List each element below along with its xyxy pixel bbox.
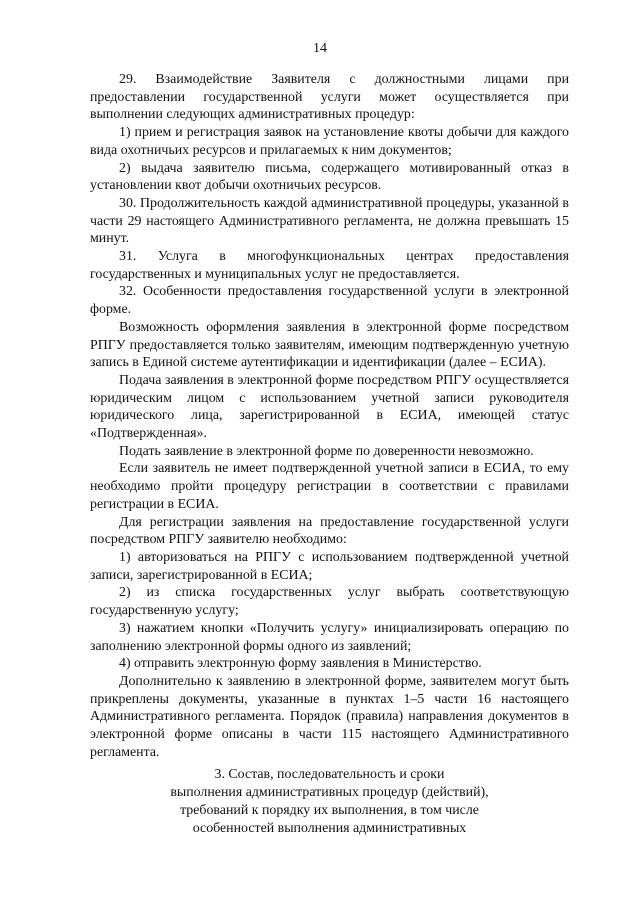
paragraph-step-1: 1) авторизоваться на РПГУ с использованием подтвержденной учетной записи, зарегистрированной в ЕСИА; [90,549,569,583]
section-heading-line: выполнения административных процедур (действий), [170,785,489,800]
paragraph-31: 31. Услуга в многофункциональных центрах предоставления государственных и муниципальных услуг не предоставляется. [90,249,569,282]
section-heading-line: особенностей выполнения административных [192,821,467,836]
paragraph-no-proxy: Подать заявление в электронной форме по доверенности невозможно. [119,443,534,459]
paragraph-step-4: 4) отправить электронную форму заявления в Министерство. [119,656,482,672]
paragraph-esia-requirement: Возможность оформления заявления в электронной форме посредством РПГУ предоставляется только заявителям, имеющим подтвержденную учетную запись в Единой системе аутентификации и идентификации (далее – ЕСИА). [90,319,569,371]
paragraph-attachments: Дополнительно к заявлению в электронной форме, заявителем могут быть прикреплены документы, указанные в пунктах 1–5 части 16 настоящего Административного регламента. Порядок (правила) направления документов в электронной форме описаны в части 115 настоящего Административного регламента. [90,673,569,760]
paragraph-32: 32. Особенности предоставления государственной услуги в электронной форме. [90,284,569,318]
section-heading-line: требований к порядку их выполнения, в том числе [180,803,479,818]
paragraph-29-item-1: 1) прием и регистрация заявок на установление квоты добычи для каждого вида охотничьих ресурсов и прилагаемых к ним документов; [90,125,569,158]
paragraph-registration: Если заявитель не имеет подтвержденной учетной записи в ЕСИА, то ему необходимо пройти процедуру регистрации в соответствии с правилами регистрации в ЕСИА. [90,461,569,512]
paragraph-step-3: 3) нажатием кнопки «Получить услугу» инициализировать операцию по заполнению электронной формы одного из заявлений; [90,620,569,654]
paragraph-steps-intro: Для регистрации заявления на предоставление государственной услуги посредством РПГУ заявителю необходимо: [90,514,569,548]
section-heading [90,766,569,838]
page-number: 14 [313,41,327,56]
paragraph-29: 29. Взаимодействие Заявителя с должностными лицами при предоставлении государственной услуги может осуществляется при выполнении следующих административных процедур: [90,72,569,123]
paragraph-29-item-2: 2) выдача заявителю письма, содержащего мотивированный отказ в установлении квот добычи охотничьих ресурсов. [90,160,569,194]
paragraph-submission: Подача заявления в электронной форме посредством РПГУ осуществляется юридическим лицом с использованием учетной записи руководителя юридического лица, зарегистрированной в ЕСИА, имеющей статус «Подтвержденная». [90,372,569,442]
body-text [90,71,569,761]
paragraph-30: 30. Продолжительность каждой административной процедуры, указанной в части 29 настоящего Административного регламента, не должна превышать 15 минут. [90,195,569,247]
section-heading-line: 3. Состав, последовательность и сроки [214,767,445,782]
paragraph-step-2: 2) из списка государственных услуг выбрать соответствующую государственную услугу; [90,585,569,619]
